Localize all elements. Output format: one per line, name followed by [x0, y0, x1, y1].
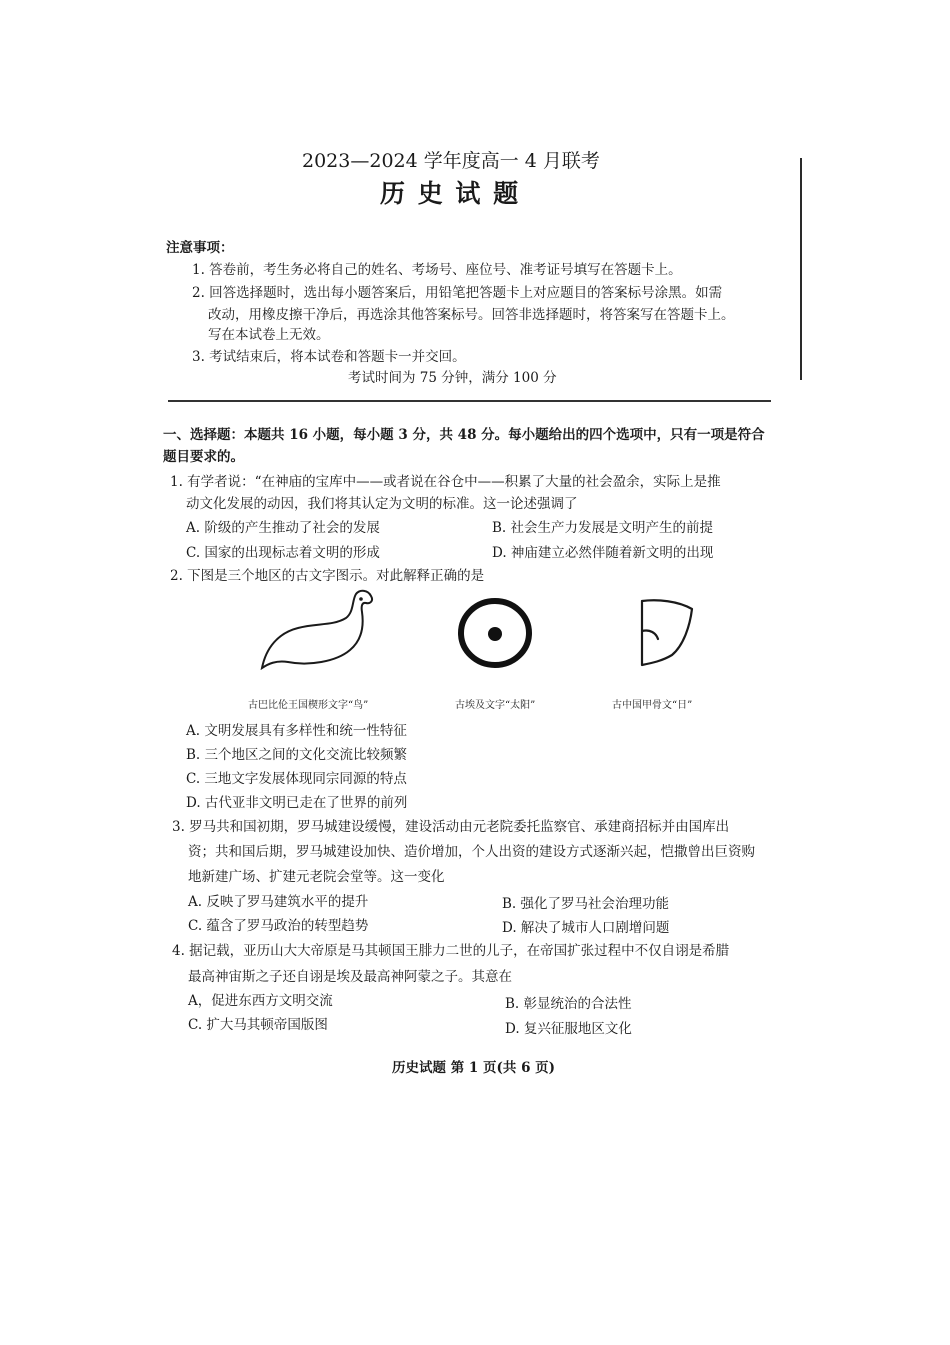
section1-title-cont: 题目要求的。	[163, 449, 244, 465]
q4-option-c: C. 扩大马其顿帝国版图	[188, 1017, 328, 1033]
binding-line	[800, 158, 802, 380]
notice-heading: 注意事项：	[166, 240, 234, 256]
q3-stem-line3: 地新建广场、扩建元老院会堂等。这一变化	[188, 869, 445, 885]
q4-option-d: D. 复兴征服地区文化	[505, 1021, 632, 1037]
q2-option-b: B. 三个地区之间的文化交流比较频繁	[186, 747, 408, 763]
notice-item-2-cont: 改动，用橡皮擦干净后，再选涂其他答案标号。回答非选择题时，将答案写在答题卡上。	[208, 307, 735, 323]
q1-stem-line1: 1. 有学者说：“在神庙的宝库中——或者说在谷仓中——积累了大量的社会盈余，实际上是推	[170, 474, 721, 490]
q3-option-d: D. 解决了城市人口剧增问题	[502, 920, 670, 936]
subject-title: 历 史 试 题	[380, 179, 521, 208]
q4-stem-line2: 最高神宙斯之子还自诩是埃及最高神阿蒙之子。其意在	[188, 969, 512, 985]
q2-caption-china: 古中国甲骨文“日”	[612, 700, 693, 711]
q4-option-b: B. 彰显统治的合法性	[505, 996, 632, 1012]
q1-option-a: A. 阶级的产生推动了社会的发展	[186, 520, 380, 536]
q1-option-d: D. 神庙建立必然伴随着新文明的出现	[492, 545, 714, 561]
notice-item-2: 2. 回答选择题时，选出每小题答案后，用铅笔把答题卡上对应题目的答案标号涂黑。如需	[192, 285, 723, 301]
sun-oracle-glyph-icon	[632, 597, 696, 669]
q4-stem-line1: 4. 据记载，亚历山大大帝原是马其顿国王腓力二世的儿子，在帝国扩张过程中不仅自诩是希腊	[172, 943, 730, 959]
q2-caption-egypt: 古埃及文字“太阳”	[455, 700, 536, 711]
q1-option-b: B. 社会生产力发展是文明产生的前提	[492, 520, 714, 536]
notice-item-1: 1. 答卷前，考生务必将自己的姓名、考场号、座位号、准考证号填写在答题卡上。	[192, 262, 682, 278]
q2-option-d: D. 古代亚非文明已走在了世界的前列	[186, 795, 408, 811]
q3-stem-line2: 资；共和国后期，罗马城建设加快、造价增加，个人出资的建设方式逐渐兴起，恺撒曾出巨资购	[188, 844, 755, 860]
time-limit: 考试时间为 75 分钟，满分 100 分	[348, 370, 557, 386]
q2-option-c: C. 三地文字发展体现同宗同源的特点	[186, 771, 407, 787]
q2-stem: 2. 下图是三个地区的古文字图示。对此解释正确的是	[170, 568, 485, 584]
q3-stem-line1: 3. 罗马共和国初期，罗马城建设缓慢，建设活动由元老院委托监察官、承建商招标并由国库出	[172, 819, 730, 835]
page-footer: 历史试题 第 1 页(共 6 页)	[392, 1060, 556, 1076]
notice-item-3: 3. 考试结束后，将本试卷和答题卡一并交回。	[192, 349, 466, 365]
q3-option-c: C. 蕴含了罗马政治的转型趋势	[188, 918, 369, 934]
section1-title: 一、选择题：本题共 16 小题，每小题 3 分，共 48 分。每小题给出的四个选项中，只有一项是符合	[163, 427, 765, 443]
q1-stem-line2: 动文化发展的动因，我们将其认定为文明的标准。这一论述强调了	[186, 496, 578, 512]
notice-item-2-end: 写在本试卷上无效。	[208, 327, 330, 343]
q3-option-a: A. 反映了罗马建筑水平的提升	[188, 894, 369, 910]
exam-title: 2023—2024 学年度高一 4 月联考	[302, 150, 600, 172]
section-divider	[168, 400, 771, 402]
sun-glyph-icon	[456, 597, 534, 669]
bird-glyph-icon	[258, 588, 388, 670]
q1-option-c: C. 国家的出现标志着文明的形成	[186, 545, 380, 561]
q2-caption-babylon: 古巴比伦王国楔形文字“鸟”	[248, 700, 369, 711]
q3-option-b: B. 强化了罗马社会治理功能	[502, 896, 670, 912]
q2-option-a: A. 文明发展具有多样性和统一性特征	[186, 723, 407, 739]
q4-option-a: A，促进东西方文明交流	[188, 993, 333, 1009]
